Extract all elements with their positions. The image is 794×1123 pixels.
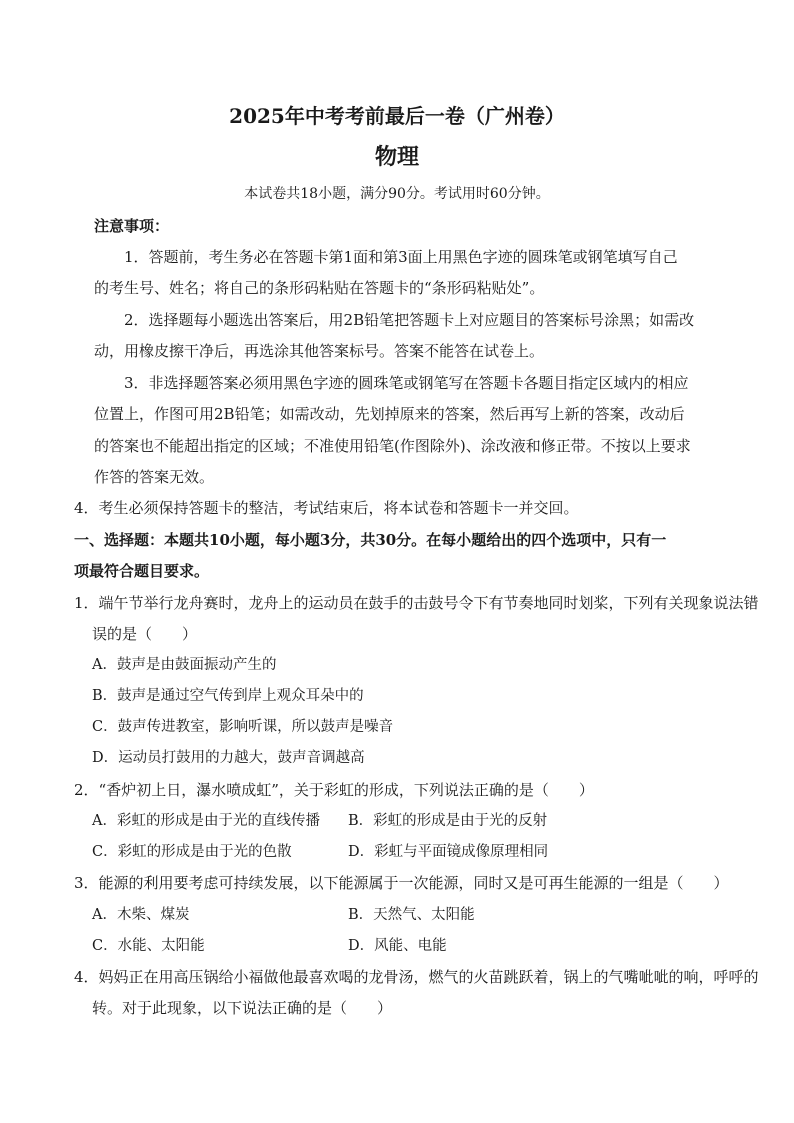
exam-intro: 本试卷共18小题，满分90分。考试用时60分钟。 [244, 186, 550, 202]
question-3-option-d: D．风能、电能 [348, 938, 447, 954]
notice-line: 3．非选择题答案必须用黑色字迹的圆珠笔或钢笔写在答题卡各题目指定区域内的相应 [124, 374, 689, 392]
page-title: 2025年中考考前最后一卷（广州卷） [229, 104, 565, 128]
notice-line: 位置上，作图可用2B铅笔；如需改动，先划掉原来的答案，然后再写上新的答案，改动后 [94, 405, 685, 423]
notice-line: 的考生号、姓名；将自己的条形码粘贴在答题卡的“条形码粘贴处”。 [94, 279, 545, 297]
notice-line: 的答案也不能超出指定的区域；不准使用铅笔(作图除外)、涂改液和修正带。不按以上要求 [94, 437, 691, 455]
subject-title: 物理 [374, 144, 419, 170]
notice-line: 1．答题前，考生务必在答题卡第1面和第3面上用黑色字迹的圆珠笔或钢笔填写自己 [124, 248, 678, 266]
question-1-option-c: C．鼓声传进教室，影响听课，所以鼓声是噪音 [92, 719, 394, 735]
notice-line: 动，用橡皮擦干净后，再选涂其他答案标号。答案不能答在试卷上。 [94, 342, 545, 360]
notice-line: 4．考生必须保持答题卡的整洁，考试结束后，将本试卷和答题卡一并交回。 [74, 499, 579, 517]
question-2-option-d: D．彩虹与平面镜成像原理相同 [348, 844, 549, 860]
question-2-option-b: B．彩虹的形成是由于光的反射 [348, 813, 548, 829]
notice-line: 2．选择题每小题选出答案后，用2B铅笔把答题卡上对应题目的答案标号涂黑；如需改 [124, 311, 695, 329]
question-3-stem: 3．能源的利用要考虑可持续发展，以下能源属于一次能源，同时又是可再生能源的一组是（ ） [74, 874, 729, 892]
question-1-option-b: B．鼓声是通过空气传到岸上观众耳朵中的 [92, 688, 364, 704]
notice-line: 作答的答案无效。 [94, 468, 215, 486]
question-3-option-b: B．天然气、太阳能 [348, 907, 475, 923]
question-2-stem: 2．“香炉初上日，瀑水喷成虹”，关于彩虹的形成，下列说法正确的是（ ） [74, 781, 594, 799]
question-4-stem-cont: 转。对于此现象，以下说法正确的是（ ） [92, 999, 393, 1017]
question-2-option-c: C．彩虹的形成是由于光的色散 [92, 844, 292, 860]
question-1-option-d: D．运动员打鼓用的力越大，鼓声音调越高 [92, 750, 365, 766]
question-3-option-c: C．水能、太阳能 [92, 938, 205, 954]
question-2-option-a: A．彩虹的形成是由于光的直线传播 [92, 813, 320, 829]
question-3-option-a: A．木柴、煤炭 [92, 907, 190, 923]
section-heading-cont: 项最符合题目要求。 [74, 562, 210, 580]
question-1-stem-cont: 误的是（ ） [92, 625, 198, 643]
question-1-option-a: A．鼓声是由鼓面振动产生的 [92, 657, 277, 673]
question-4-stem: 4．妈妈正在用高压锅给小福做他最喜欢喝的龙骨汤，燃气的火苗跳跃着，锅上的气嘴呲呲的响，呼呼的 [74, 968, 759, 986]
notice-heading: 注意事项： [94, 217, 170, 235]
question-1-stem: 1．端午节举行龙舟赛时，龙舟上的运动员在鼓手的击鼓号令下有节奏地同时划桨，下列有关现象说法错 [74, 594, 759, 612]
section-heading: 一、选择题：本题共10小题，每小题3分，共30分。在每小题给出的四个选项中，只有一 [74, 531, 667, 549]
